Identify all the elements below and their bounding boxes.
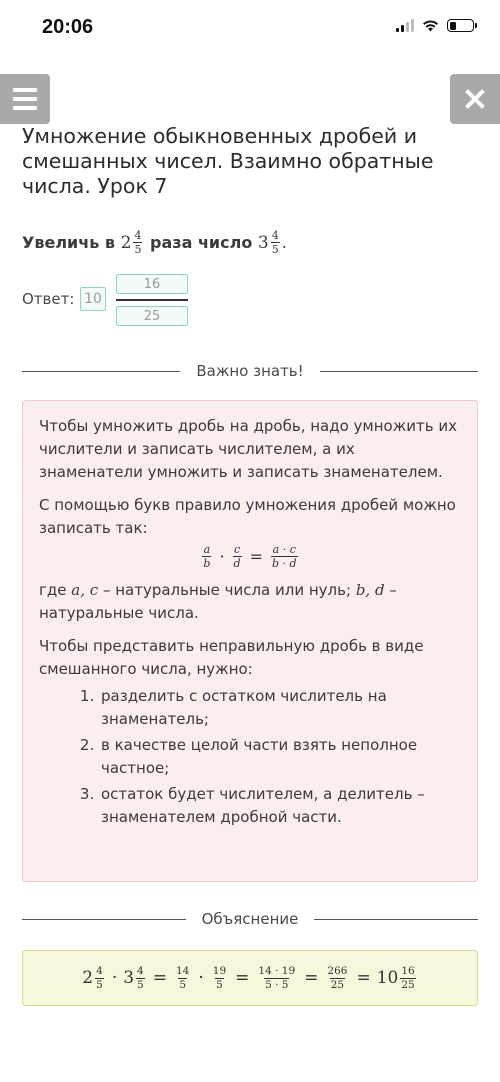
task-suffix: . (281, 233, 287, 252)
fraction-denominator: 5 (216, 978, 223, 991)
fraction-numerator: 19 (212, 965, 227, 977)
mixed-whole: 2 (120, 232, 132, 253)
fraction-numerator: 16 (401, 965, 415, 977)
fraction-numerator: 4 (271, 229, 279, 242)
task-number (258, 230, 282, 255)
answer-fraction-bar (116, 299, 188, 301)
info-text: – натуральные числа. (39, 581, 397, 622)
explanation-box (22, 950, 478, 1006)
equals-operator: = (235, 968, 250, 988)
fraction-denominator: 25 (330, 978, 345, 991)
multiplication-formula (39, 544, 461, 569)
fraction-denominator: b · d (272, 557, 297, 570)
variable-names: a, c (71, 581, 99, 599)
task-middle: раза число (150, 233, 253, 252)
fraction (271, 230, 280, 255)
fraction (233, 544, 242, 569)
info-paragraph: Чтобы представить неправильную дробь в виде смешанного числа, нужно: (39, 637, 424, 678)
mixed-whole: 3 (257, 232, 269, 253)
close-button[interactable] (450, 74, 500, 124)
divider-line (22, 371, 180, 372)
status-icons (396, 19, 474, 32)
fraction (257, 966, 296, 990)
page-title: Умножение обыкновенных дробей и смешанных чисел. Взаимно обратные числа. Урок 7 (22, 124, 434, 198)
info-paragraph: С помощью букв правило умножения дробей можно записать так: (39, 496, 456, 537)
fraction-numerator: 14 · 19 (258, 965, 296, 977)
list-item: 1. разделить с остатком числитель на знаменатель; (99, 685, 461, 731)
equals-operator: = (152, 968, 167, 988)
answer-whole-input[interactable]: 10 (80, 287, 106, 311)
fraction-numerator: c (233, 543, 241, 556)
fraction-denominator: 25 (401, 978, 415, 991)
fraction-denominator: b (203, 557, 211, 570)
hamburger-icon-bar (13, 97, 37, 101)
fraction-numerator: 4 (96, 965, 103, 977)
divider-line (314, 919, 478, 920)
equals-operator: = (356, 968, 371, 988)
fraction-denominator: 5 (179, 978, 187, 991)
variable-names: b, d (355, 581, 385, 599)
wifi-icon (422, 19, 439, 32)
fraction-numerator: 4 (134, 229, 142, 242)
steps-list (99, 685, 461, 829)
fraction (175, 966, 190, 990)
fraction-numerator: 14 (175, 965, 190, 977)
info-paragraph (39, 579, 461, 625)
task-prefix: Увеличь в (22, 233, 116, 252)
answer-label: Ответ: (22, 290, 75, 308)
menu-button[interactable] (0, 74, 50, 124)
mixed-whole: 10 (376, 968, 399, 988)
fraction-numerator: 4 (137, 965, 144, 977)
task-factor (121, 230, 145, 255)
explanation-divider (22, 909, 478, 929)
fraction (271, 544, 298, 569)
fraction (202, 544, 211, 569)
info-text: – натуральные числа или нуль; (102, 581, 352, 599)
answer-numerator-input[interactable]: 16 (116, 274, 188, 294)
fraction (400, 966, 415, 990)
mixed-number (82, 966, 106, 990)
fraction (95, 966, 104, 990)
fraction (136, 966, 145, 990)
hamburger-icon-bar (13, 88, 37, 92)
important-divider (22, 361, 478, 381)
explanation-heading: Объяснение (201, 910, 299, 928)
dot-operator: · (198, 968, 204, 988)
answer-denominator-input[interactable]: 25 (116, 306, 188, 326)
equals-operator: = (249, 547, 263, 566)
info-paragraph: Чтобы умножить дробь на дробь, надо умножить их числители и записать числителем, а их знаменатели умножить и записать знаменателем. (39, 417, 457, 481)
dot-operator: · (219, 547, 225, 566)
fraction-denominator: 5 (271, 243, 279, 256)
fraction-denominator: 5 (134, 243, 142, 256)
battery-icon (447, 19, 474, 32)
important-heading: Важно знать! (196, 362, 304, 380)
cellular-signal-icon (396, 19, 414, 32)
equals-operator: = (304, 968, 319, 988)
list-item: 3. остаток будет числителем, а делитель – знаменателем дробной части. (99, 783, 461, 829)
task-statement (22, 230, 287, 255)
fraction-denominator: d (233, 557, 241, 570)
status-time: 20:06 (42, 16, 94, 38)
fraction (212, 966, 227, 990)
mixed-whole: 2 (82, 968, 94, 988)
info-text: где (39, 581, 67, 599)
list-item: 2. в качестве целой части взять неполное частное; (99, 734, 461, 780)
hamburger-icon-bar (13, 106, 37, 110)
dot-operator: · (111, 968, 118, 988)
fraction-denominator: 5 (96, 978, 103, 991)
result-mixed-number (377, 966, 418, 990)
mixed-whole: 3 (123, 968, 135, 988)
divider-line (22, 919, 186, 920)
divider-line (320, 371, 478, 372)
fraction-numerator: 266 (327, 965, 348, 977)
fraction (133, 230, 142, 255)
fraction-denominator: 5 (137, 978, 144, 991)
status-bar (0, 0, 500, 56)
fraction-numerator: a (203, 543, 211, 556)
important-info-box (22, 400, 478, 882)
fraction (326, 966, 348, 990)
fraction-numerator: a · c (272, 543, 296, 556)
mixed-number (123, 966, 147, 990)
close-icon (465, 89, 485, 109)
fraction-denominator: 5 · 5 (265, 978, 289, 991)
